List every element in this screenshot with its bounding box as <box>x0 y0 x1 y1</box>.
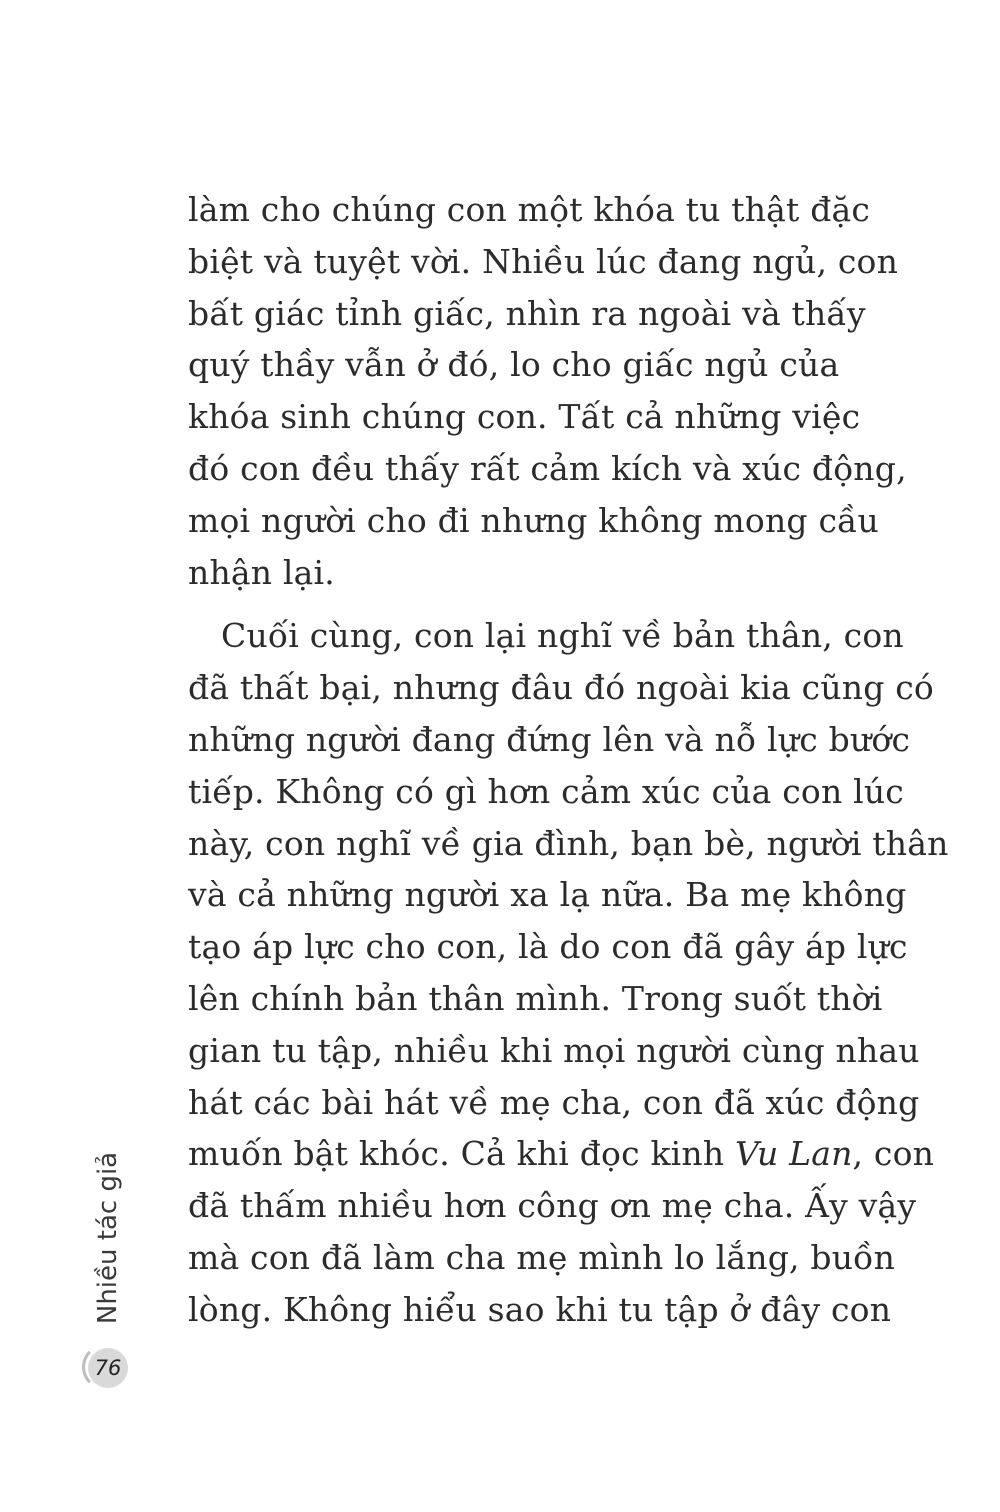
page-number-badge <box>82 1344 130 1392</box>
text-line: biệt và tuyệt vời. Nhiều lúc đang ngủ, con <box>188 241 899 281</box>
text-line: mà con đã làm cha mẹ mình lo lắng, buồn <box>188 1237 896 1277</box>
text-line: đã thất bại, nhưng đâu đó ngoài kia cũng có <box>188 668 934 708</box>
sutra-title: Vu Lan <box>735 1134 853 1174</box>
page-number: 76 <box>88 1348 128 1388</box>
text-line: nhận lại. <box>188 552 335 592</box>
text-segment: , con <box>852 1134 935 1174</box>
text-line: hát các bài hát về mẹ cha, con đã xúc động <box>188 1082 920 1122</box>
text-segment: muốn bật khóc. Cả khi đọc kinh <box>188 1134 736 1174</box>
text-line: tạo áp lực cho con, là do con đã gây áp lực <box>188 927 908 967</box>
paragraph-2 <box>188 610 949 1335</box>
text-line: gian tu tập, nhiều khi mọi người cùng nhau <box>188 1030 920 1070</box>
paragraph-1 <box>188 184 907 598</box>
text-line: đã thấm nhiều hơn công ơn mẹ cha. Ấy vậy <box>188 1186 917 1226</box>
text-line: đó con đều thấy rất cảm kích và xúc động, <box>188 448 907 488</box>
text-line: khóa sinh chúng con. Tất cả những việc <box>188 397 861 437</box>
text-line: mọi người cho đi nhưng không mong cầu <box>188 500 880 540</box>
text-line: này, con nghĩ về gia đình, bạn bè, người thân <box>188 823 949 863</box>
text-line: quý thầy vẫn ở đó, lo cho giấc ngủ của <box>188 345 840 385</box>
text-line: tiếp. Không có gì hơn cảm xúc của con lúc <box>188 771 904 811</box>
page-body <box>188 184 949 1336</box>
text-line: Cuối cùng, con lại nghĩ về bản thân, con <box>221 616 904 656</box>
text-line: bất giác tỉnh giấc, nhìn ra ngoài và thấy <box>188 293 866 333</box>
text-line: và cả những người xa lạ nữa. Ba mẹ không <box>188 875 907 915</box>
text-line: làm cho chúng con một khóa tu thật đặc <box>188 190 871 229</box>
text-line <box>188 1128 935 1180</box>
running-author-text: Nhiều tác giả <box>93 1151 123 1325</box>
running-author <box>86 1148 130 1328</box>
text-line: lên chính bản thân mình. Trong suốt thời <box>188 978 883 1018</box>
text-line: những người đang đứng lên và nỗ lực bước <box>188 719 911 759</box>
text-line: lòng. Không hiểu sao khi tu tập ở đây con <box>188 1289 892 1329</box>
